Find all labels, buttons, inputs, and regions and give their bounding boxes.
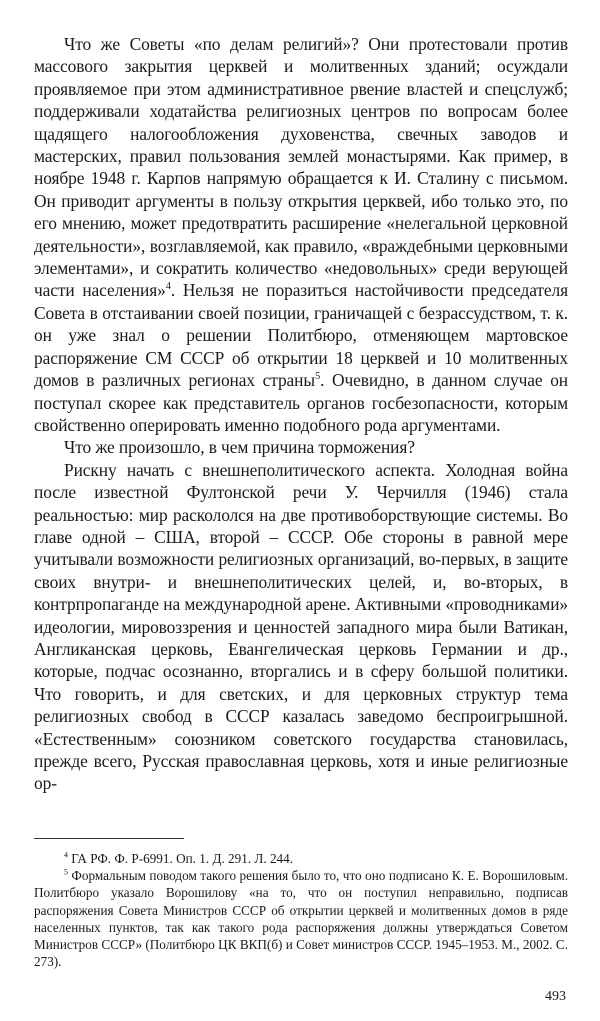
footnote-marker: 4	[64, 850, 68, 860]
page-number: 493	[545, 989, 566, 1004]
footnote-text: ГА РФ. Ф. Р-6991. Оп. 1. Д. 291. Л. 244.	[67, 851, 294, 866]
main-text	[34, 33, 568, 795]
text-segment: Что же Советы «по делам религий»? Они протестовали против массового закрытия церквей и молитвенных зданий; осуждали проявляемое при этом административное рвение властей и спецслужб; поддерживали ходатайства религиозных центров по вопросам более щадящего налогообложения духовенства, свечных заводов и мастерских, правил пользования землей монастырями. Как пример, в ноябре 1948 г. Карпов напрямую обращается к И. Сталину с письмом. Он приводит аргументы в пользу открытия церквей, ибо только это, по его мнению, может предотвратить расширение «нелегальной церковной деятельности», возглавляемой, как правило, «враждебными церковными элементами», и сократить количество «недовольных» среди верующей части населения»	[34, 34, 568, 301]
footnote-ref-5: 5	[314, 371, 321, 383]
text-segment: . Нельзя не поразиться настойчивости председателя Совета в отстаивании своей позиции, граничащей с безрассудством, т. к. он уже знал о решении Политбюро, отменяющем мартовское распоряжение СМ СССР об открытии 18 церквей и 10 молитвенных домов в различных регионах страны	[34, 280, 569, 391]
text-segment: . Очевидно, в данном случае он поступал скорее как представитель органов госбезопасности, которым свойственно оперировать именно подобного рода аргументами.	[34, 370, 568, 435]
paragraph-1	[34, 33, 568, 436]
footnote-ref-4: 4	[165, 281, 171, 293]
text-segment: Рискну начать с внешнеполитического аспекта. Холодная война после известной Фултонской речи У. Черчилля (1946) стала реальностью: мир раскололся на две противоборствующие системы. Во главе одной – США, второй – СССР. Обе стороны в равной мере учитывали возможности религиозных организаций, во-первых, в защите своих внутри- и внешнеполитических целей, и, во-вторых, в контрпропаганде на международной арене. Активными «проводниками» идеологии, мировоззрения и ценностей западного мира были Ватикан, Англиканская церковь, Евангелическая церковь Германии и др., которые, подчас осознанно, вторгались и в сферу большой политики. Что говорить, и для светских, и для церковных структур тема религиозных свобод в СССР казалась заведомо беспроигрышной. «Естественным» союзником советского государства становилась, прежде всего, Русская православная церковь, хотя и иные религиозные ор-	[34, 459, 568, 794]
footnote-divider	[34, 838, 184, 839]
paragraph-2	[34, 436, 568, 458]
text-segment: Что же произошло, в чем причина торможения?	[64, 437, 415, 458]
paragraph-3	[34, 459, 568, 795]
footnote-text: Формальным поводом такого решения было то, что оно подписано К. Е. Ворошиловым. Политбюро указало Ворошилову «на то, что он поступил неправильно, подписав распоряжения Совета Министров СССР об открытии церквей и молитвенных домов в ряде населенных пунктов, так как такого рода распоряжения должны утверждаться Советом Министров СССР» (Политбюро ЦК ВКП(б) и Совет министров СССР. 1945–1953. М., 2002. С. 273).	[34, 868, 568, 970]
footnote-4	[34, 850, 568, 867]
footnote-marker: 5	[64, 867, 68, 877]
footnotes	[34, 850, 568, 970]
footnote-5	[34, 867, 568, 970]
